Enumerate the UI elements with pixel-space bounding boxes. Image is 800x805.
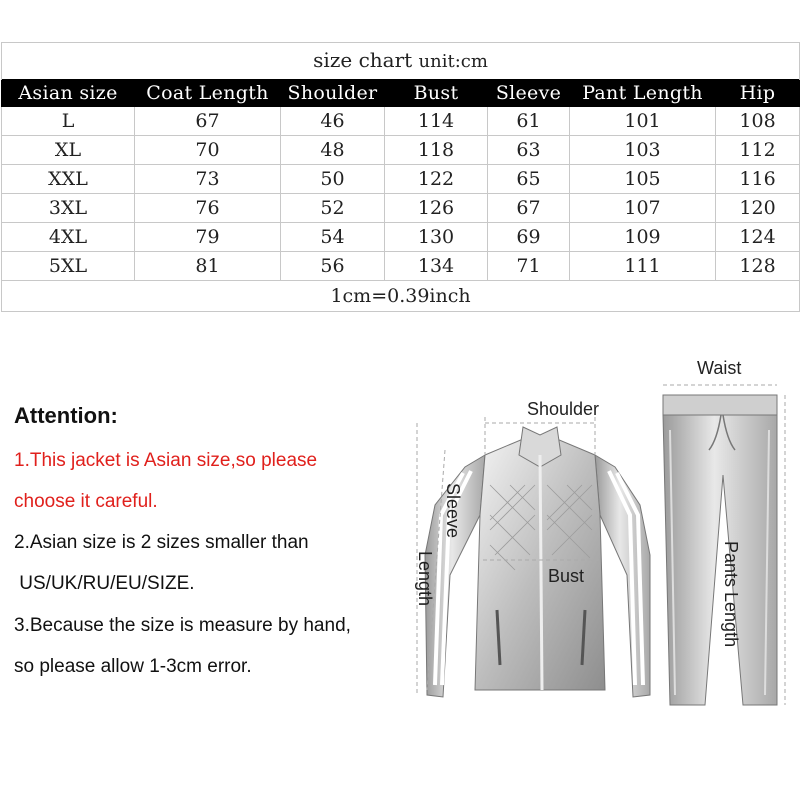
column-header-asian-size: Asian size <box>2 80 135 107</box>
attention-line-6: so please allow 1-3cm error. <box>14 656 252 677</box>
waist-label: Waist <box>697 358 742 378</box>
table-cell: 118 <box>385 136 488 165</box>
size-chart-table <box>1 42 800 312</box>
table-cell: 71 <box>488 252 570 281</box>
table-cell: 63 <box>488 136 570 165</box>
table-cell: 3XL <box>2 194 135 223</box>
attention-title: Attention: <box>14 403 118 428</box>
table-cell: 107 <box>570 194 716 223</box>
size-chart-unit: unit:cm <box>418 51 488 72</box>
table-cell: 67 <box>488 194 570 223</box>
table-cell: 130 <box>385 223 488 252</box>
size-chart-header-row <box>2 80 800 107</box>
table-cell: 70 <box>135 136 281 165</box>
table-row <box>2 136 800 165</box>
length-label: Length <box>415 551 435 607</box>
table-cell: 48 <box>281 136 385 165</box>
table-cell: 67 <box>135 107 281 136</box>
table-row <box>2 107 800 136</box>
table-row <box>2 165 800 194</box>
column-header-sleeve: Sleeve <box>488 80 570 107</box>
table-cell: 52 <box>281 194 385 223</box>
table-cell: 54 <box>281 223 385 252</box>
jacket-illustration <box>425 427 650 697</box>
bust-label: Bust <box>548 566 585 586</box>
table-cell: 46 <box>281 107 385 136</box>
attention-line-1: 1.This jacket is Asian size,so please <box>14 450 318 471</box>
table-cell: 124 <box>716 223 800 252</box>
table-cell: 61 <box>488 107 570 136</box>
table-cell: XXL <box>2 165 135 194</box>
size-chart-caption <box>2 43 800 80</box>
table-cell: 111 <box>570 252 716 281</box>
column-header-pant-length: Pant Length <box>570 80 716 107</box>
table-cell: 116 <box>716 165 800 194</box>
table-row <box>2 194 800 223</box>
table-cell: 105 <box>570 165 716 194</box>
table-cell: 81 <box>135 252 281 281</box>
table-cell: 79 <box>135 223 281 252</box>
table-cell: 56 <box>281 252 385 281</box>
table-cell: 134 <box>385 252 488 281</box>
table-cell: 120 <box>716 194 800 223</box>
table-cell: XL <box>2 136 135 165</box>
table-cell: 50 <box>281 165 385 194</box>
table-cell: 128 <box>716 252 800 281</box>
table-cell: 101 <box>570 107 716 136</box>
measurement-diagram <box>405 355 800 800</box>
column-header-coat-length: Coat Length <box>135 80 281 107</box>
table-cell: 73 <box>135 165 281 194</box>
shoulder-label: Shoulder <box>527 399 600 419</box>
column-header-hip: Hip <box>716 80 800 107</box>
table-cell: 65 <box>488 165 570 194</box>
size-chart-caption-row <box>2 43 800 80</box>
table-cell: 126 <box>385 194 488 223</box>
table-cell: 112 <box>716 136 800 165</box>
table-cell: L <box>2 107 135 136</box>
column-header-shoulder: Shoulder <box>281 80 385 107</box>
table-cell: 108 <box>716 107 800 136</box>
table-cell: 122 <box>385 165 488 194</box>
table-cell: 69 <box>488 223 570 252</box>
table-cell: 109 <box>570 223 716 252</box>
size-chart-footer-row <box>2 281 800 312</box>
table-cell: 5XL <box>2 252 135 281</box>
table-cell: 114 <box>385 107 488 136</box>
unit-conversion-note: 1cm=0.39inch <box>2 281 800 312</box>
attention-line-2: choose it careful. <box>14 491 158 512</box>
table-row <box>2 223 800 252</box>
attention-line-5: 3.Because the size is measure by hand, <box>14 615 351 636</box>
size-chart-title: size chart <box>313 48 413 72</box>
table-cell: 4XL <box>2 223 135 252</box>
attention-line-4: US/UK/RU/EU/SIZE. <box>14 573 195 594</box>
pants-length-label: Pants Length <box>721 541 741 648</box>
column-header-bust: Bust <box>385 80 488 107</box>
table-cell: 103 <box>570 136 716 165</box>
sleeve-label: Sleeve <box>443 483 463 539</box>
attention-line-3: 2.Asian size is 2 sizes smaller than <box>14 532 309 553</box>
table-row <box>2 252 800 281</box>
table-cell: 76 <box>135 194 281 223</box>
